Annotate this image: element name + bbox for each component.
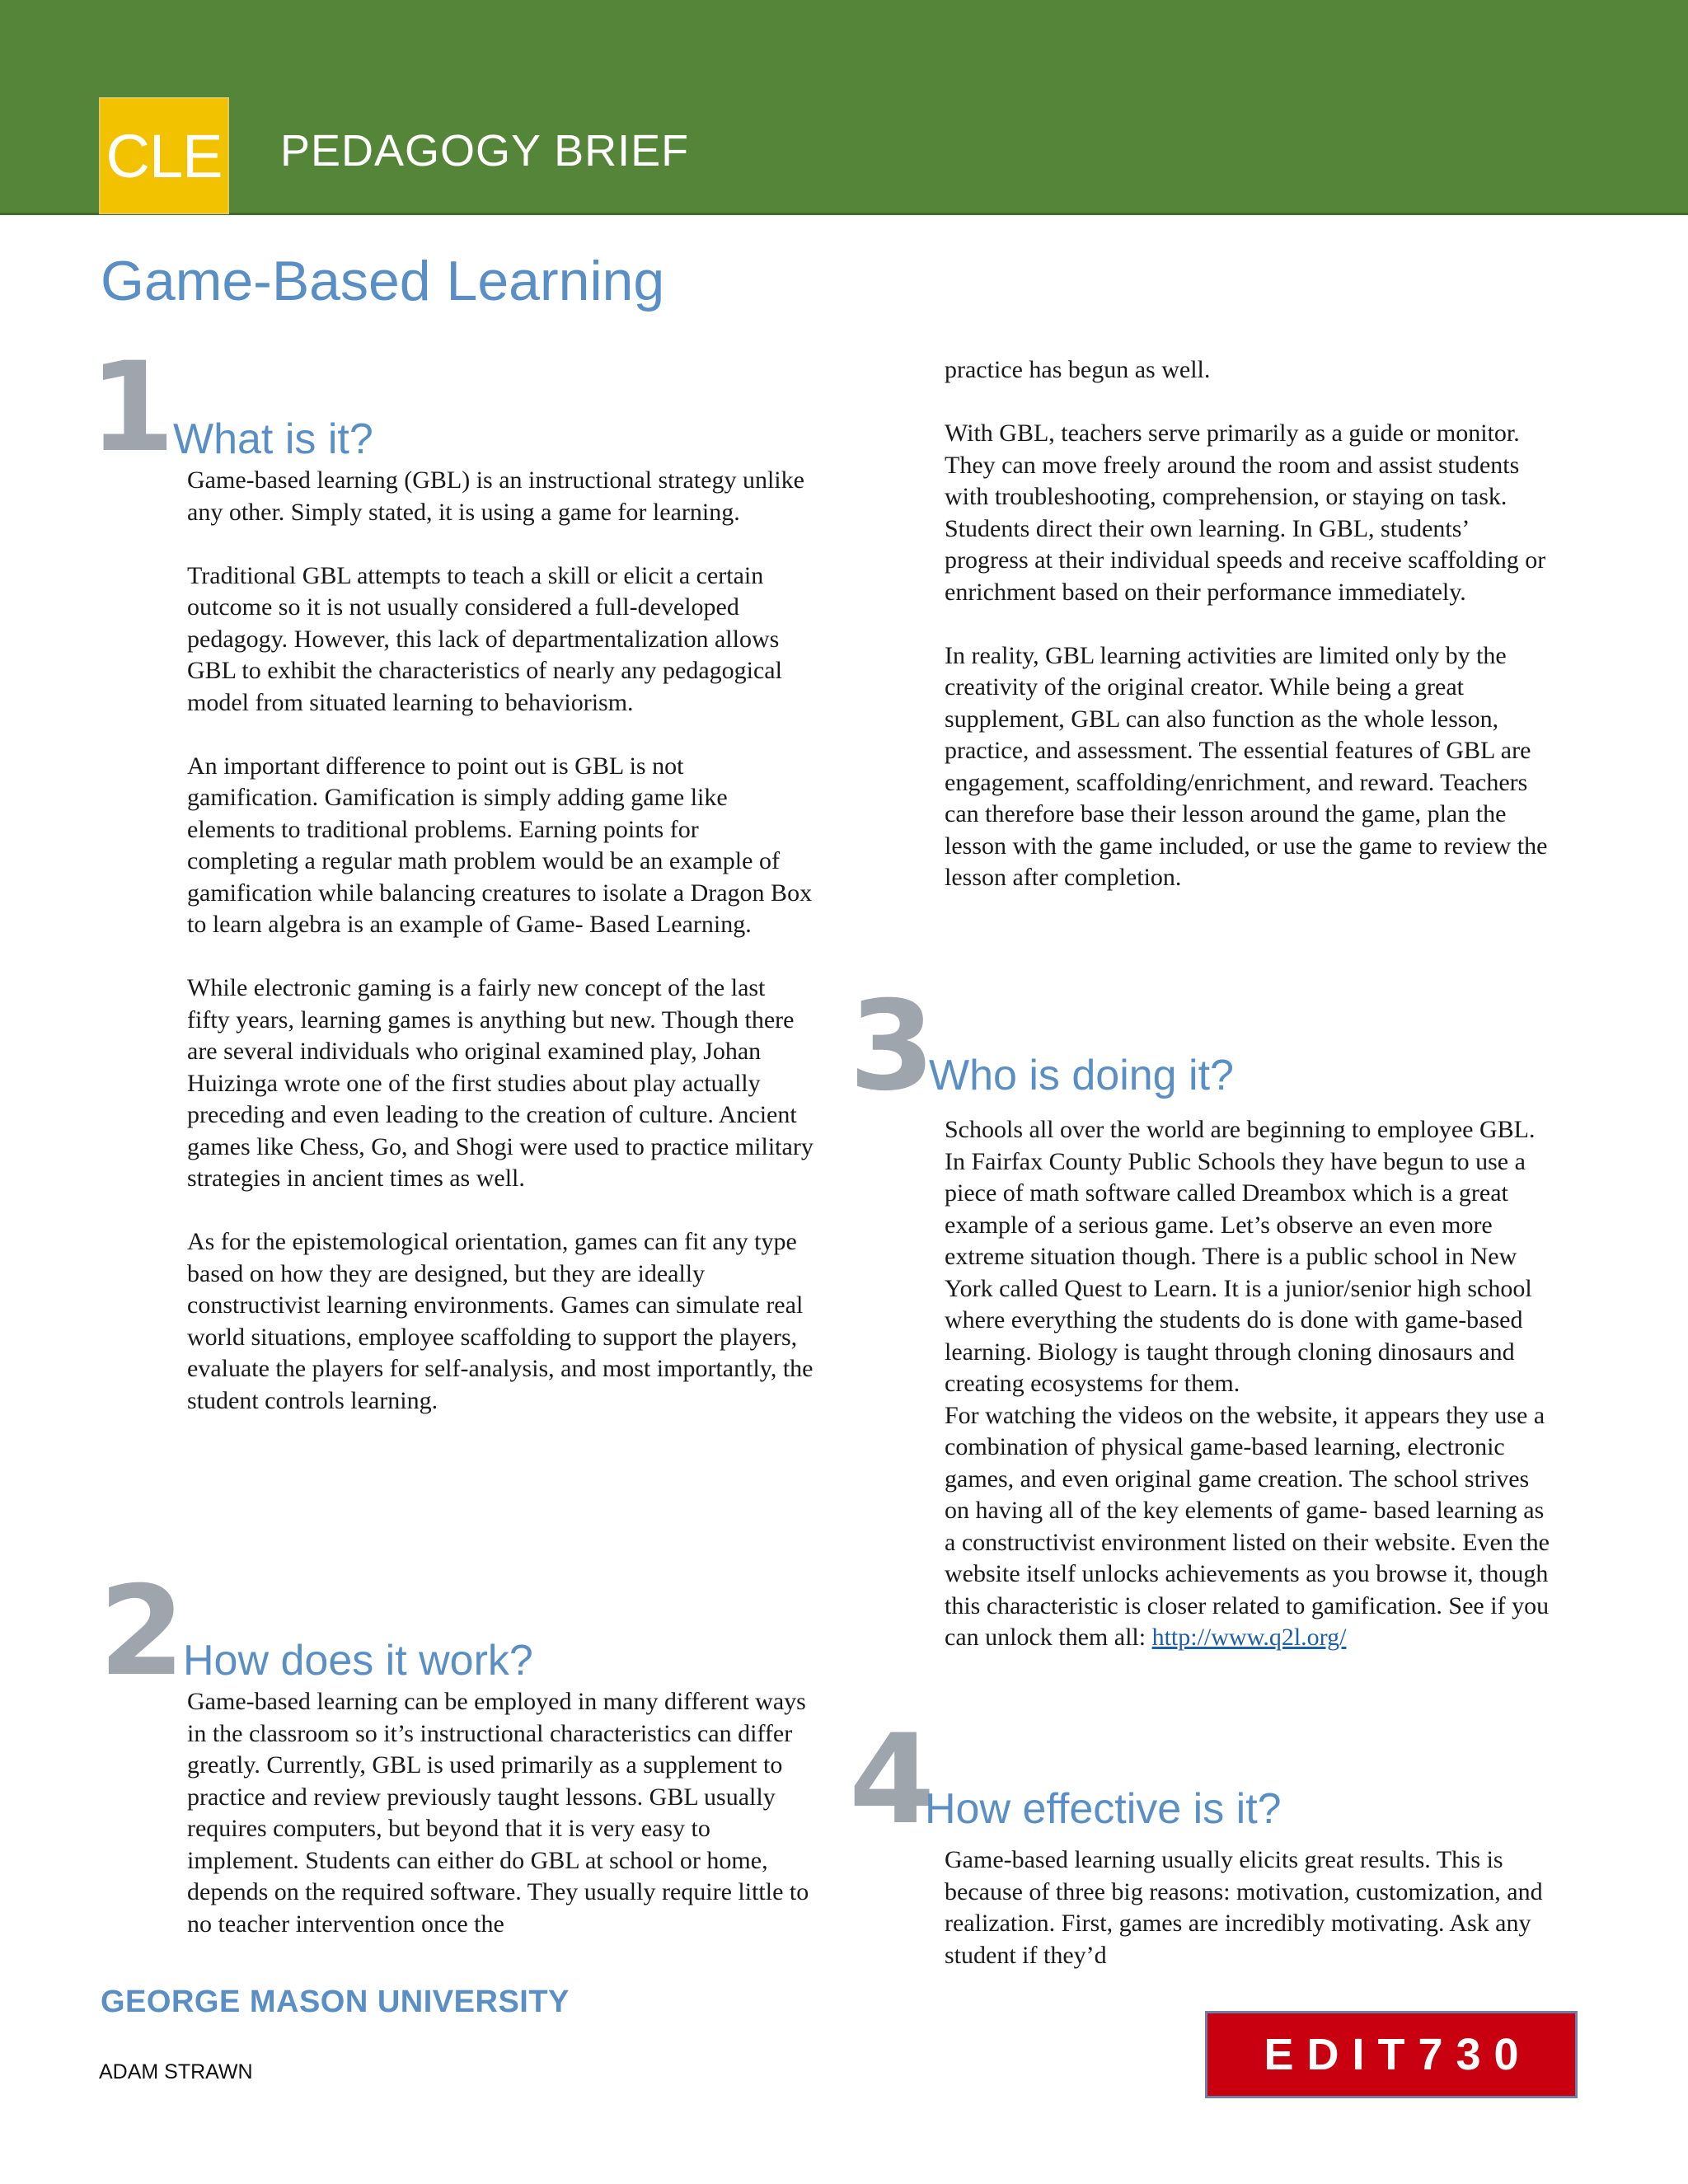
paragraph: An important difference to point out is GBL is not gamification. Gamification is simply adding game like elements to traditional problems. Earning points for completing a regular math problem would be an example of gamification while balancing creatures to isolate a Dragon Box to learn algebra is an example of Game- Based Learning. [187, 752, 813, 938]
university-name: GEORGE MASON UNIVERSITY [101, 1985, 570, 2019]
section-number-4: 4 [849, 1708, 935, 1852]
section-heading-what-is-it: What is it? [173, 415, 373, 463]
paragraph: Game-based learning usually elicits great results. This is because of three big reasons: motivation, customization, and realization. First, games are incredibly motivating. Ask any student if they’d [945, 1846, 1543, 1969]
section-2-body-right [945, 354, 1554, 894]
paragraph: practice has begun as well. [945, 356, 1211, 383]
paragraph: In reality, GBL learning activities are limited only by the creativity of the original creator. While being a great supplement, GBL can also function as the whole lesson, practice, and assessment. The essential features of GBL are engagement, scaffolding/enrichment, and reward. Teachers can therefore base their lesson around the game, plan the lesson with the game included, or use the game to review the lesson after completion. [945, 641, 1548, 891]
author-name: ADAM STRAWN [99, 2060, 253, 2083]
section-number-2: 2 [99, 1560, 185, 1704]
header-band [0, 0, 1688, 215]
paragraph-text: For watching the videos on the website, it appears they use a combination of physical game-based learning, electronic games, and even original game creation. The school strives on having all of the key elements of game- based learning as a constructivist environment listed on their website. Even the website itself unlocks achievements as you browse it, though this characteristic is closer related to gamification. See if you can unlock them all: [945, 1401, 1550, 1651]
paragraph: Game-based learning can be employed in many different ways in the classroom so it’s instructional characteristics can differ greatly. Currently, GBL is used primarily as a supplement to practice and review previously taught lessons. GBL usually requires computers, but beyond that it is very easy to implement. Students can either do GBL at school or home, depends on the required software. They usually require little to no teacher intervention once the [187, 1688, 809, 1938]
paragraph: With GBL, teachers serve primarily as a guide or monitor. They can move freely around the room and assist students with troubleshooting, comprehension, or staying on task. Students direct their own learning. In GBL, students’ progress at their individual speeds and receive scaffolding or enrichment based on their performance immediately. [945, 419, 1546, 606]
section-number-3: 3 [849, 975, 935, 1118]
cle-logo: CLE [99, 97, 229, 214]
paragraph: Traditional GBL attempts to teach a skill or elicit a certain outcome so it is not usually considered a full-developed pedagogy. However, this lack of departmentalization allows GBL to exhibit the characteristics of nearly any pedagogical model from situated learning to behaviorism. [187, 561, 782, 716]
section-4-body [945, 1844, 1554, 1971]
course-code-badge: EDIT730 [1205, 2011, 1578, 2098]
paragraph [945, 1400, 1554, 1654]
section-heading-who-is-doing-it: Who is doing it? [929, 1052, 1234, 1099]
paragraph: While electronic gaming is a fairly new concept of the last fifty years, learning games is anything but new. Though there are several individuals who original examined play, Johan Huizinga wrote one of the first studies about play actually preceding and even leading to the creation of culture. Ancient games like Chess, Go, and Shogi were used to practice military strategies in ancient times as well. [187, 974, 814, 1192]
brief-title: PEDAGOGY BRIEF [280, 126, 690, 176]
document-title: Game-Based Learning [101, 250, 665, 312]
section-3-body [945, 1114, 1554, 1654]
section-1-body [187, 465, 814, 1417]
section-heading-how-effective-is-it: How effective is it? [925, 1785, 1282, 1833]
paragraph: Schools all over the world are beginning to employee GBL. In Fairfax County Public Schools they have begun to use a piece of math software called Dreambox which is a great example of a serious game. Let’s observe an even more extreme situation though. There is a public school in New York called Quest to Learn. It is a junior/senior high school where everything the students do is done with game-based learning. Biology is taught through cloning dinosaurs and creating ecosystems for them. [945, 1116, 1536, 1397]
section-2-body-left [187, 1686, 814, 1940]
paragraph: As for the epistemological orientation, games can fit any type based on how they are designed, but they are ideally constructivist learning environments. Games can simulate real world situations, employee scaffolding to support the players, evaluate the players for self-analysis, and most importantly, the student controls learning. [187, 1228, 814, 1414]
section-number-1: 1 [89, 336, 176, 480]
section-heading-how-does-it-work: How does it work? [183, 1637, 533, 1685]
paragraph: Game-based learning (GBL) is an instructional strategy unlike any other. Simply stated, it is using a game for learning. [187, 466, 804, 526]
q2l-website-link[interactable]: http://www.q2l.org/ [1151, 1624, 1347, 1651]
